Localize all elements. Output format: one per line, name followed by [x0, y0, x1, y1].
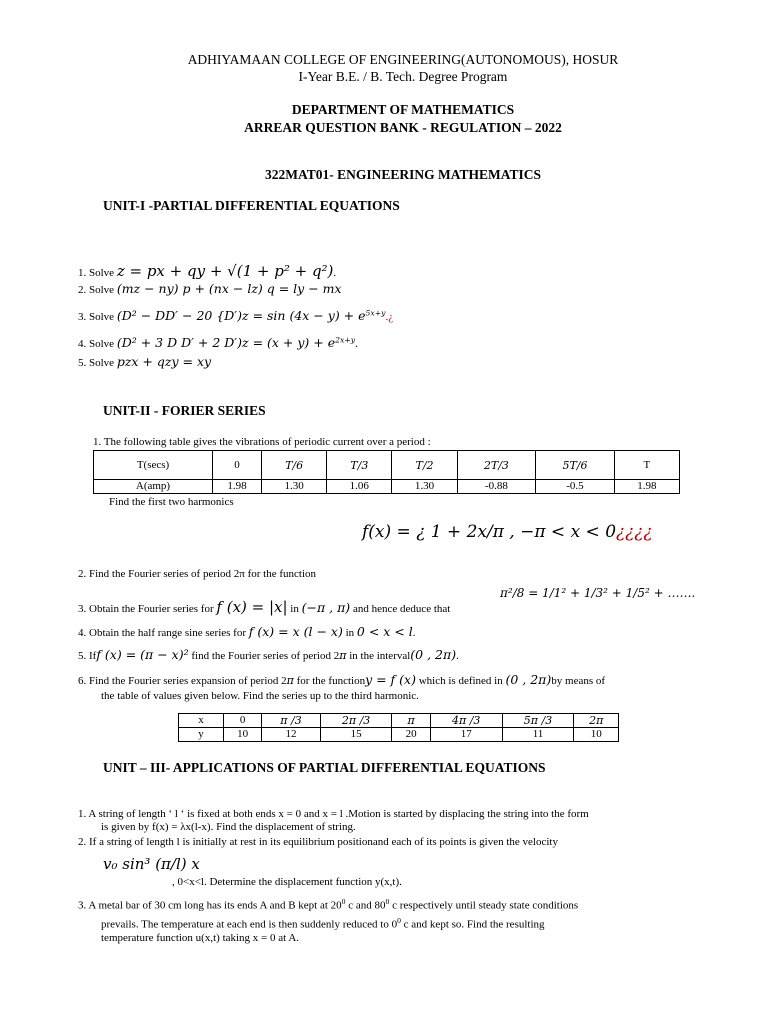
- table-cell: 0: [213, 451, 262, 480]
- table-cell: 1.06: [327, 480, 392, 494]
- unit3-q3-line3: temperature function u(x,t) taking x = 0 at A.: [101, 932, 300, 944]
- department-name: DEPARTMENT OF MATHEMATICS: [291, 102, 515, 117]
- unit2-q4-a: 4. Obtain the half range sine series for: [78, 627, 246, 639]
- piecewise-expr: f(x) = ¿ 1 + 2x/π , −π < x < 0: [362, 522, 617, 542]
- unit2-q3-c: and hence deduce that: [352, 603, 451, 615]
- unit2-q5-expr: f (x) = (π − x)²: [96, 647, 189, 662]
- table-row: [94, 451, 680, 480]
- unit2-q4-int: 0 < x < l: [356, 624, 413, 639]
- unit2-q3-series: π²/8 = 1/1² + 1/3² + 1/5² + …….: [500, 586, 696, 600]
- unit2-title: UNIT-II - FORIER SERIES: [103, 403, 266, 418]
- unit3-q1-line1: 1. A string of length ‘ l ‘ is fixed at both ends x = 0 and x = l .Motion is started by displacing the string into the form: [78, 808, 589, 820]
- unit1-q5-num: 5. Solve: [78, 357, 115, 369]
- unit1-q3-num: 3. Solve: [78, 311, 115, 323]
- table-cell: T(secs): [94, 451, 213, 480]
- course-title: 322MAT01- ENGINEERING MATHEMATICS: [264, 167, 541, 182]
- table-cell: T: [614, 451, 679, 480]
- unit2-q1-tail: Find the first two harmonics: [109, 496, 234, 508]
- unit1-q1-expr: z = px + qy + √(1 + p² + q²): [116, 262, 334, 280]
- unit2-q3-expr: f (x) = |x|: [216, 598, 288, 616]
- unit3-title: UNIT – III- APPLICATIONS OF PARTIAL DIFFERENTIAL EQUATIONS: [103, 760, 546, 775]
- unit2-q3-int: (−π , π): [301, 600, 351, 615]
- table-cell: 1.98: [213, 480, 262, 494]
- table-cell: T/2: [392, 451, 457, 480]
- unit3-q2-line1: 2. If a string of length l is initially at rest in its equilibrium positionand each of its points is given the velocity: [78, 836, 558, 848]
- unit1-title: UNIT-I -PARTIAL DIFFERENTIAL EQUATIONS: [103, 198, 400, 213]
- unit2-q4-b: in: [345, 627, 355, 639]
- table-cell: 5π /3: [502, 714, 574, 728]
- table-cell: 12: [262, 728, 320, 742]
- unit3-q3-line2-b: c and kept so. Find the resulting: [403, 918, 545, 931]
- table-cell: x: [179, 714, 224, 728]
- unit3-q3-line1: [78, 897, 578, 912]
- unit2-q5-int: (0 , 2π): [410, 647, 457, 662]
- unit1-q1-tail: .: [333, 267, 337, 279]
- unit2-q1: 1. The following table gives the vibrations of periodic current over a period :: [93, 436, 431, 448]
- unit2-q5-b: find the Fourier series of period 2: [191, 650, 340, 662]
- unit2-q6-c: which is defined in: [418, 675, 503, 687]
- table-cell: -0.88: [457, 480, 536, 494]
- unit1-q3-tail: .¿: [385, 311, 394, 323]
- unit2-q6-d: by means of: [551, 675, 606, 687]
- unit2-q5-pi: π: [339, 649, 347, 662]
- degree-mark: 0: [397, 916, 401, 925]
- unit1-q4-tail: .: [355, 338, 358, 350]
- current-vibration-table: [93, 450, 680, 494]
- unit1-q3: [78, 308, 393, 323]
- piecewise-red-glyphs: ¿¿¿¿: [616, 522, 653, 542]
- unit3-q3-line1-a: 3. A metal bar of 30 cm long has its ends A and B kept at 20: [78, 899, 342, 912]
- unit2-q3-a: 3. Obtain the Fourier series for: [78, 603, 214, 615]
- unit2-q4-expr: f (x) = x (l − x): [248, 624, 343, 639]
- table-cell: 2T/3: [457, 451, 536, 480]
- unit2-q6-pi: π: [286, 674, 294, 687]
- unit2-q3: [78, 598, 450, 616]
- college-name: ADHIYAMAAN COLLEGE OF ENGINEERING(AUTONOMOUS), HOSUR: [187, 52, 619, 67]
- table-cell: 2π /3: [320, 714, 392, 728]
- table-cell: 1.30: [262, 480, 327, 494]
- degree-mark: 0: [341, 897, 346, 906]
- unit2-q6: [78, 672, 605, 687]
- table-row: [94, 480, 680, 494]
- table-cell: π: [392, 714, 430, 728]
- unit2-q4: [78, 624, 415, 639]
- unit1-q3-expr: (D² − DD′ − 20 {D′)z = sin (4x − y) + e: [116, 308, 366, 323]
- unit2-q5-d: .: [456, 650, 459, 662]
- table-cell: 4π /3: [430, 714, 502, 728]
- unit3-q3-line1-b: c and 80: [348, 899, 386, 912]
- function-values-table: [178, 713, 619, 742]
- table-cell: 20: [392, 728, 430, 742]
- unit1-q4-num: 4. Solve: [78, 338, 115, 350]
- table-cell: 1.98: [614, 480, 679, 494]
- unit2-q6-int: (0 , 2π): [505, 672, 552, 687]
- table-cell: 15: [320, 728, 392, 742]
- unit2-q3-b: in: [290, 603, 299, 615]
- degree-mark: 0: [385, 897, 390, 906]
- unit1-q5: [78, 354, 211, 369]
- unit1-q3-sup: 5x+y: [365, 308, 386, 318]
- unit3-q3-line1-c: c respectively until steady state conditions: [392, 899, 579, 912]
- unit3-q2-tail: , 0<x<l. Determine the displacement function y(x,t).: [172, 876, 402, 888]
- unit1-q4-sup: 2x+y: [335, 335, 356, 345]
- unit3-q1-line2: is given by f(x) = λx(l-x). Find the displacement of string.: [101, 821, 356, 833]
- unit1-q2-expr: (mz − ny) p + (nx − lz) q = ly − mx: [116, 281, 342, 296]
- unit2-q5: [78, 647, 459, 662]
- unit2-q6-b: for the function: [296, 675, 366, 687]
- table-cell: 10: [224, 728, 262, 742]
- unit2-q4-c: .: [412, 627, 416, 639]
- table-cell: T/6: [262, 451, 327, 480]
- unit1-q2-num: 2. Solve: [78, 284, 115, 296]
- table-cell: 0: [224, 714, 262, 728]
- unit2-q5-c: in the interval: [349, 650, 411, 662]
- unit1-q1-num: 1. Solve: [78, 267, 115, 279]
- program-name: I-Year B.E. / B. Tech. Degree Program: [298, 69, 508, 84]
- unit2-q2: 2. Find the Fourier series of period 2π for the function: [78, 568, 317, 580]
- unit2-q6-line2: the table of values given below. Find the series up to the third harmonic.: [101, 690, 419, 702]
- piecewise-function: [362, 522, 653, 542]
- table-cell: 2π: [574, 714, 619, 728]
- unit1-q4: [78, 335, 358, 350]
- unit3-q3-line2: [101, 916, 545, 931]
- unit1-q1: [78, 262, 336, 280]
- table-cell: y: [179, 728, 224, 742]
- table-cell: A(amp): [94, 480, 213, 494]
- table-row: [179, 728, 619, 742]
- table-cell: 11: [502, 728, 574, 742]
- table-cell: 17: [430, 728, 502, 742]
- unit1-q2: [78, 281, 342, 296]
- table-cell: 5T/6: [536, 451, 615, 480]
- unit3-q3-line2-a: prevails. The temperature at each end is then suddenly reduced to 0: [101, 918, 398, 931]
- unit2-q6-expr: y = f (x): [365, 672, 416, 687]
- unit1-q5-expr: pzx + qzy = xy: [116, 354, 212, 369]
- unit3-q2-expr: v₀ sin³ (π/l) x: [103, 855, 200, 873]
- table-cell: -0.5: [536, 480, 615, 494]
- table-row: [179, 714, 619, 728]
- table-cell: 10: [574, 728, 619, 742]
- unit2-q5-a: 5. If: [78, 650, 97, 662]
- unit2-q6-a: 6. Find the Fourier series expansion of period 2: [78, 675, 287, 687]
- unit1-q4-expr: (D² + 3 D D′ + 2 D′)z = (x + y) + e: [116, 335, 336, 350]
- question-bank-title: ARREAR QUESTION BANK - REGULATION – 2022: [244, 120, 562, 135]
- table-cell: π /3: [262, 714, 320, 728]
- table-cell: 1.30: [392, 480, 457, 494]
- table-cell: T/3: [327, 451, 392, 480]
